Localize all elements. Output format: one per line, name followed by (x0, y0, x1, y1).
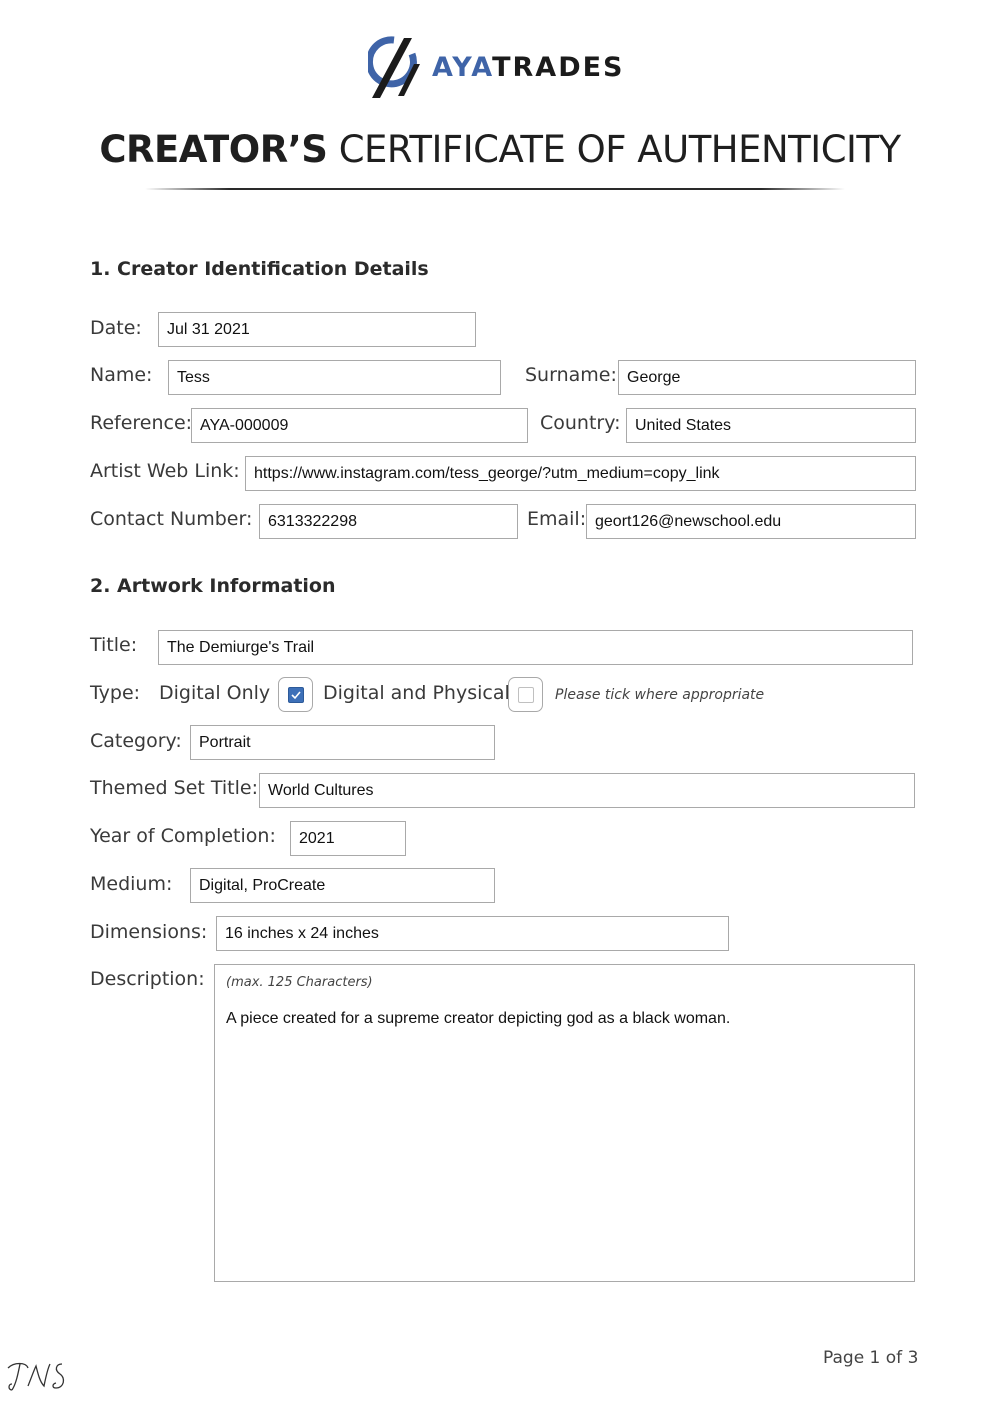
digital-physical-checkbox[interactable] (508, 677, 543, 712)
description-text: A piece created for a supreme creator depicting god as a black woman. (226, 1010, 731, 1027)
email-field[interactable]: geort126@newschool.edu (586, 504, 916, 539)
medium-label: Medium: (90, 873, 173, 895)
description-label: Description: (90, 968, 205, 990)
brand-name-part1: AYA (432, 51, 493, 83)
web-link-field[interactable]: https://www.instagram.com/tess_george/?utm_medium=copy_link (245, 456, 916, 491)
description-note: (max. 125 Characters) (226, 975, 373, 990)
page-title-bold: CREATOR’S (99, 128, 328, 171)
country-field[interactable]: United States (626, 408, 916, 443)
artwork-title-field[interactable]: The Demiurge's Trail (158, 630, 913, 665)
year-label: Year of Completion: (90, 825, 276, 847)
type-digital-only-label: Digital Only (159, 682, 271, 704)
surname-label: Surname: (525, 364, 617, 386)
type-hint: Please tick where appropriate (555, 687, 765, 703)
contact-number-field[interactable]: 6313322298 (259, 504, 518, 539)
name-field[interactable]: Tess (168, 360, 501, 395)
brand-name-part2: TRADES (492, 51, 625, 83)
page-title (0, 128, 1000, 171)
page-number: Page 1 of 3 (823, 1348, 919, 1368)
year-field[interactable]: 2021 (290, 821, 406, 856)
page-title-light: CERTIFICATE OF AUTHENTICITY (338, 128, 901, 171)
category-label: Category: (90, 730, 182, 752)
artwork-title-label: Title: (90, 634, 138, 656)
dimensions-field[interactable]: 16 inches x 24 inches (216, 916, 729, 951)
title-divider (145, 188, 845, 190)
type-label: Type: (90, 682, 141, 704)
medium-field[interactable]: Digital, ProCreate (190, 868, 495, 903)
brand-name (432, 52, 625, 83)
dimensions-label: Dimensions: (90, 921, 208, 943)
digital-only-checkbox-box (288, 687, 304, 703)
email-label: Email: (527, 508, 587, 530)
section-1-title: 1. Creator Identification Details (90, 258, 429, 280)
initials-signature-icon (4, 1356, 72, 1396)
reference-field[interactable]: AYA-000009 (191, 408, 528, 443)
reference-label: Reference: (90, 412, 193, 434)
ayatrades-logo-icon (368, 34, 420, 100)
section-2-title: 2. Artwork Information (90, 575, 336, 597)
themed-set-field[interactable]: World Cultures (259, 773, 915, 808)
date-field[interactable]: Jul 31 2021 (158, 312, 476, 347)
digital-only-checkbox[interactable] (278, 677, 313, 712)
category-field[interactable]: Portrait (190, 725, 495, 760)
surname-field[interactable]: George (618, 360, 916, 395)
themed-set-label: Themed Set Title: (90, 777, 258, 799)
checkmark-icon (290, 689, 302, 701)
type-digital-physical-label: Digital and Physical (323, 682, 510, 704)
web-link-label: Artist Web Link: (90, 460, 240, 482)
name-label: Name: (90, 364, 153, 386)
country-label: Country: (540, 412, 621, 434)
date-label: Date: (90, 317, 142, 339)
contact-number-label: Contact Number: (90, 508, 253, 530)
description-field[interactable] (214, 964, 915, 1282)
brand-logo (368, 34, 625, 100)
digital-physical-checkbox-box (518, 687, 534, 703)
